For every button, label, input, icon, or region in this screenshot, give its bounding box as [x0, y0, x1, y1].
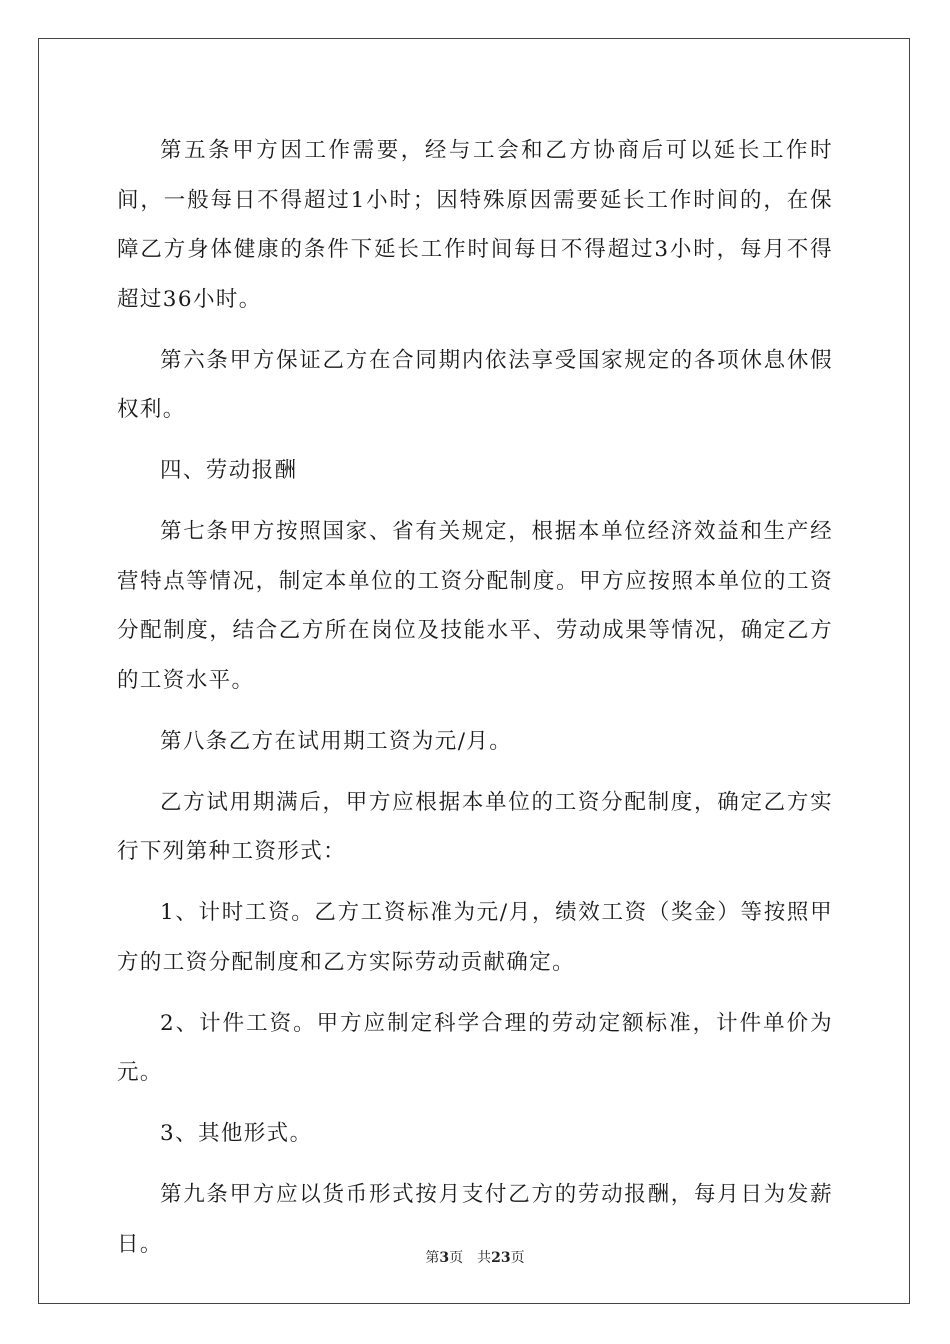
paragraph-wage-form: 乙方试用期满后，甲方应根据本单位的工资分配制度，确定乙方实行下列第种工资形式：	[117, 789, 833, 864]
footer-page-unit: 页	[449, 1250, 464, 1266]
paragraph-article-6: 第六条甲方保证乙方在合同期内依法享受国家规定的各项休息休假权利。	[117, 347, 833, 422]
paragraph-other-forms: 3、其他形式。	[160, 1121, 313, 1146]
document-body	[117, 126, 833, 1281]
paragraph-article-8: 第八条乙方在试用期工资为元/月。	[160, 728, 513, 754]
total-pages-number: 23	[491, 1250, 511, 1266]
paragraph-article-5: 第五条甲方因工作需要，经与工会和乙方协商后可以延长工作时间，一般每日不得超过1小时；因特殊原因需要延长工作时间的，在保障乙方身体健康的条件下延长工作时间每日不得超过3小时，每月不得超过36小时。	[117, 138, 833, 312]
footer-total-unit: 页	[510, 1250, 525, 1266]
paragraph-hourly-wage: 1、计时工资。乙方工资标准为元/月，绩效工资（奖金）等按照甲方的工资分配制度和乙方实际劳动贡献确定。	[117, 900, 833, 975]
footer-prefix: 第	[425, 1250, 440, 1266]
paragraph-article-9: 第九条甲方应以货币形式按月支付乙方的劳动报酬，每月日为发薪日。	[117, 1182, 833, 1257]
section-heading-labor-pay: 四、劳动报酬	[160, 458, 298, 483]
current-page-number: 3	[439, 1250, 450, 1266]
paragraph-piece-wage: 2、计件工资。甲方应制定科学合理的劳动定额标准，计件单价为元。	[117, 1010, 833, 1085]
footer-total-prefix: 共	[477, 1250, 492, 1266]
page-footer	[0, 1247, 950, 1267]
paragraph-article-7: 第七条甲方按照国家、省有关规定，根据本单位经济效益和生产经营特点等情况，制定本单位的工资分配制度。甲方应按照本单位的工资分配制度，结合乙方所在岗位及技能水平、劳动成果等情况，确定乙方的工资水平。	[117, 519, 833, 693]
